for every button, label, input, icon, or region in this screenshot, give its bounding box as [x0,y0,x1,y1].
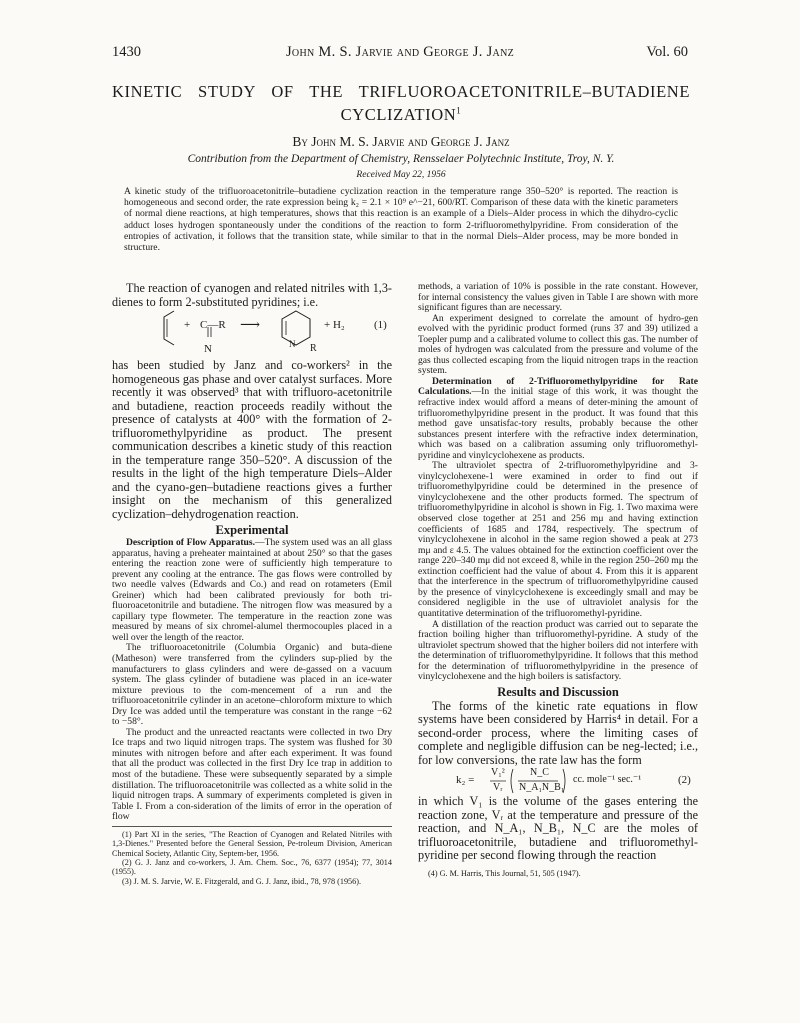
scheme-nitrile: C—R [200,319,226,331]
affiliation: Contribution from the Department of Chemistry, Rensselaer Polytechnic Institute, Troy, N. Y. [187,153,615,165]
footnote-1: (1) Part XI in the series, "The Reaction of Cyanogen and Related Nitriles with 1,3-Dienes." Presented before the General Session, Pe-troleum Division, American Chemical Society, Atlantic City, Septem-ber, 1956. [112,829,392,858]
methods-paragraph: methods, a variation of 10% is possible in the rate constant. However, for internal consistency the values given in Table I are shown with more significant figures than are necessary. [418,281,698,314]
hydrogen-paragraph: An experiment designed to correlate the amount of hydro-gen evolved with the pyridinic product formed (runs 37 and 39) utilized a Toepler pump and a calibrated volume to collect this gas. The number of moles of hydrogen was calculated from the pressure and volume of the gas thus collected escaping from the liquid nitrogen traps in the reaction system. [418,312,698,377]
fraction1-numerator: V₁² [491,767,505,779]
rate-constant-symbol: k₂ = [456,774,475,787]
left-column [112,282,392,886]
article-title-line2 [112,105,690,125]
fraction2-denominator: N_A₁N_B₁ [519,782,565,794]
running-head-authors: John M. S. Jarvie and George J. Janz [285,44,514,60]
fraction1-denominator: Vᵣ [493,782,503,794]
flow-apparatus-lead: Description of Flow Apparatus. [126,537,256,548]
received-date: Received May 22, 1956 [356,170,446,180]
intro-paragraph: The reaction of cyanogen and related nitriles with 1,3-dienes to form 2-substituted pyridines; i.e. [112,281,392,309]
uv-spectra-paragraph: The ultraviolet spectra of 2-trifluoromethylpyridine and 3-vinylcyclohexene-1 were examined in order to find out if trifluoromethylpyridine could be determined in the presence of vinylcyclohexene and the other products formed. The spectrum of trifluoromethylpyridine in alcohol is shown in Fig. 1. Two maxima were observed close together at 251 and 256 mμ and having extinction coefficients of 1685 and 1784, respectively. The spectrum of vinylcyclohexene in alcohol in the same region showed a peak at 273 mμ and ε 4.5. The values obtained for the extinction coefficient over the range 220–340 mμ did not exceed 8, while in the region 250–260 mμ the extinction coefficient had the value of about 4. From this it is apparent that the interference in the spectrum of trifluoromethylpyridine caused by the presence of vinylcyclohexene is exceedingly small and may be considered negligible in the use of ultraviolet analysis for the quantitative determination of the trifluoromethyl-pyridine. [418,460,698,619]
volume-number: Vol. 60 [646,44,688,60]
running-header [112,44,688,62]
reaction-scheme [112,309,392,359]
determination-paragraph [418,377,698,461]
determination-lead: Determination of 2-Trifluoromethylpyridine for Rate Calculations. [418,375,698,398]
butadiene-structure [164,311,174,345]
footnote-3: (3) J. M. S. Jarvie, W. E. Fitzgerald, and G. J. Janz, ibid., 78, 978 (1956). [122,876,361,886]
rate-equation [418,767,698,795]
footnote-4: (4) G. M. Harris, This Journal, 51, 505 (1947). [428,868,581,878]
footnotes [112,826,392,886]
page-number: 1430 [112,44,141,60]
title-footnote-mark: 1 [456,105,462,116]
product-collection-paragraph: The product and the unreacted reactants were collected in two Dry Ice traps and two liquid nitrogen traps. The system was flushed for 30 minutes with nitrogen before and after each experiment. It was found that all the product was collected in the first Dry Ice trap in addition to most of the butadiene. These were subsequently separated by a simple distillation. The trifluoroacetonitrile was collected as a white solid in the liquid nitrogen traps. A summary of experiments completed is given in Table I. From a con-sideration of the limits of error in the operation of flow [112,726,392,823]
scheme-equation-number: (1) [374,319,387,331]
rate-forms-paragraph: The forms of the kinetic rate equations in flow systems have been considered by Harris⁴ in detail. For a second-order process, where the limiting cases of complete and negligible diffusion can be neg-lected; i.e., for low conversions, the rate law has the form [418,698,698,767]
author-line: By John M. S. Jarvie and George J. Janz [292,134,510,149]
footnote-2: (2) G. J. Janz and co-workers, J. Am. Chem. Soc., 76, 6377 (1954); 77, 3014 (1955). [112,857,392,877]
abstract: A kinetic study of the trifluoroacetonitrile–butadiene cyclization reaction in the temperature range 350–520° is reported. The reaction is homogeneous and second order, the rate expression being k₂ = 2.1 × 10⁹ e^−21, 600/RT. Comparison of these data with the kinetic parameters of normal diene reactions, at high temperatures, shows that this reaction is an example of a Diels–Alder process in which the dihydro-cyclic adduct loses hydrogen spontaneously under the conditions of the reaction to form 2-trifluoromethylpyridine. From consideration of the entropies of activation, it follows that the transition state, while similar to that in the normal Diels–Alder process, may be more bonded in structure. [124,186,678,254]
scheme-ring-r: R [310,343,317,354]
results-heading: Results and Discussion [497,684,619,699]
flow-apparatus-text: —The system used was an all glass apparatus, having a preheater maintained at about 250° so that the gases entering the reaction zone were of sufficiently high temperature to prevent any cooling at the entrance. The gas flows were controlled by two needle valves (Edwards and Co.) and read on rotameters (Emil Greiner) which had been calibrated previously for both tri-fluoroacetonitrile and butadiene. The nitrogen flow was measured by a capillary type flowmeter. The temperature in the reaction zone was measured by means of six chromel-alumel thermocouples placed in a well over the length of the reactor. [112,537,393,643]
footnotes-right [418,866,698,878]
distillation-paragraph: A distillation of the reaction product was carried out to separate the fraction boiling higher than trifluoromethyl-pyridine. A study of the ultraviolet spectrum showed that the higher boilers did not interfere with the determination of trifluoromethylpyridine. It follows that this method for the determination of trifluoromethylpyridine in the presence of vinylcyclohexene and the high boilers is satisfactory. [418,618,698,683]
article-title-line1: KINETIC STUDY OF THE TRIFLUOROACETONITRILE–BUTADIENE [112,82,690,101]
scheme-arrow: ⟶ [240,318,261,333]
left-paren [511,769,513,793]
equation-number: (2) [678,774,691,787]
background-paragraph: has been studied by Janz and co-workers² in the homogeneous gas phase and over catalyst surfaces. More recently it was observed³ that with trifluoro-acetonitrile and butadiene, reaction proceeds readily without the presence of catalysts at 400° with the formation of 2-trifluoromethylpyridine as product. The present communication describes a kinetic study of this reaction in the temperature range 350–520°. A discussion of the results in the light of the high temperature Diels–Alder and the cyano-gen–butadiene reactions gives a further insight on the mechanism of this generalized cyclization–dehydrogenation reaction. [112,358,392,521]
right-column [418,282,698,878]
equation-units: cc. mole⁻¹ sec.⁻¹ [573,774,642,786]
determination-text: —In the initial stage of this work, it was thought the refractive index would afford a means of deter-mining the amount of trifluoromethylpyridine present in the product. It was found that this method gave unsatisfac-tory results, probably because the other substances present interfere with the refractive index determination, which was based on a calibration assuming only trifluoromethyl-pyridine and vinylcyclohexene as products. [418,386,698,461]
scheme-nitrile-n: N [204,343,212,355]
definitions-paragraph: in which V₁ is the volume of the gases entering the reaction zone, Vᵣ at the temperature and pressure of the reaction, and N_A₁, N_B₁, N_C are the moles of trifluoroacetonitrile, butadiene and trifluoromethyl-pyridine per second flowing through the reaction [418,794,698,863]
experimental-heading: Experimental [215,523,289,537]
scheme-ring-n: N [289,339,296,349]
scheme-hydrogen: + H₂ [324,319,345,331]
fraction2-numerator: N_C [530,767,549,779]
reagents-paragraph: The trifluoroacetonitrile (Columbia Organic) and buta-diene (Matheson) were transferred from the cylinders sup-plied by the manufacturers to glass cylinders and were de-gassed on a vacuum system. The glass cylinder of butadiene was placed in an ice-water mixture previous to the com-mencement of a run and the trifluoroacetonitrile cylinder in an acetone–chloroform mixture to which Dry Ice was added until the temperature was constant in the range −62 to −58°. [112,642,392,728]
flow-apparatus-paragraph [112,538,392,643]
scheme-plus: + [184,319,191,331]
article-title-word: CYCLIZATION [340,105,457,124]
